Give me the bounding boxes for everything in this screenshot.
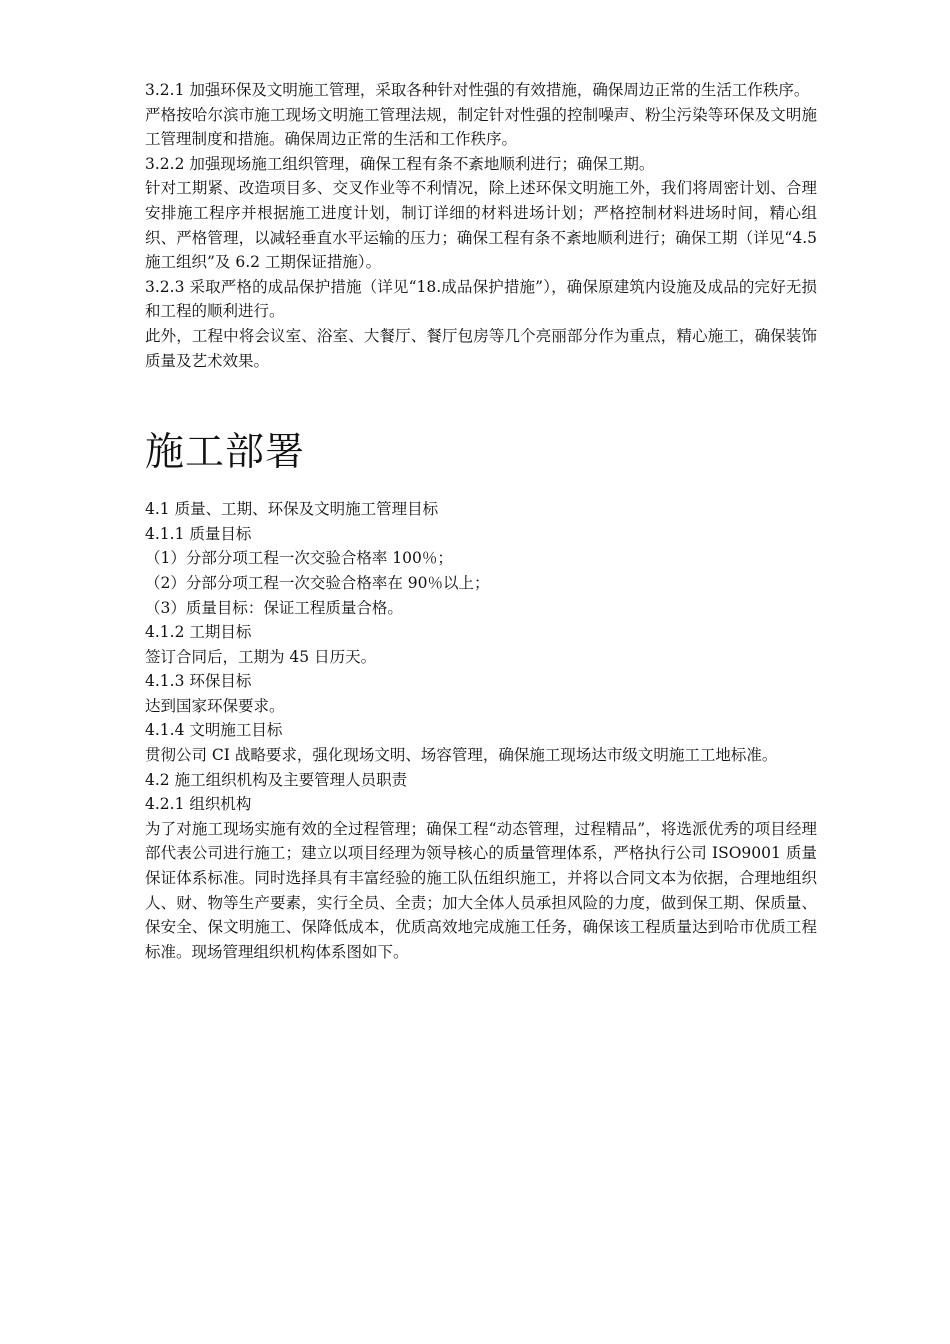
line-civilized-target: 贯彻公司 CI 战略要求，强化现场文明、场容管理，确保施工现场达市级文明施工工地标准。	[145, 746, 778, 765]
line-4-2-1: 4.2.1 组织机构	[145, 795, 252, 814]
line-quality-item-2: （2）分部分项工程一次交验合格率在 90％以上；	[145, 573, 490, 592]
paragraph-environmental-regulations: 严格按哈尔滨市施工现场文明施工管理法规，制定针对性强的控制噪声、粉尘污染等环保及文明施工管理制度和措施。确保周边正常的生活和工作秩序。	[145, 105, 817, 149]
line-environmental-target: 达到国家环保要求。	[145, 696, 285, 715]
line-4-1-4: 4.1.4 文明施工目标	[145, 721, 283, 740]
document-page	[145, 78, 817, 964]
paragraph-schedule-measures: 针对工期紧、改造项目多、交叉作业等不利情况，除上述环保文明施工外，我们将周密计划、合理安排施工程序并根据施工进度计划，制订详细的材料进场计划；严格控制材料进场时间，精心组织、严格管理，以减轻垂直水平运输的压力；确保工程有条不紊地顺利进行；确保工期（详见“4.5 施工组织”及 6.2 工期保证措施）。	[145, 179, 817, 272]
line-4-1: 4.1 质量、工期、环保及文明施工管理目标	[145, 500, 439, 519]
paragraph-3-2-3: 3.2.3 采取严格的成品保护措施（详见“18.成品保护措施”），确保原建筑内设施及成品的完好无损和工程的顺利进行。	[145, 277, 817, 321]
paragraph-3-2-2: 3.2.2 加强现场施工组织管理，确保工程有条不紊地顺利进行；确保工期。	[145, 154, 655, 173]
line-quality-item-3: （3）质量目标：保证工程质量合格。	[145, 598, 403, 617]
line-quality-item-1: （1）分部分项工程一次交验合格率 100％；	[145, 549, 453, 568]
paragraph-key-areas: 此外，工程中将会议室、浴室、大餐厅、餐厅包房等几个亮丽部分作为重点，精心施工，确保装饰质量及艺术效果。	[145, 326, 817, 370]
section-heading: 施工部署	[145, 430, 306, 476]
paragraph-3-2-1: 3.2.1 加强环保及文明施工管理，采取各种针对性强的有效措施，确保周边正常的生活工作秩序。	[145, 81, 810, 99]
line-4-1-3: 4.1.3 环保目标	[145, 672, 252, 691]
line-4-2: 4.2 施工组织机构及主要管理人员职责	[145, 770, 408, 789]
line-4-1-2: 4.1.2 工期目标	[145, 623, 252, 642]
line-schedule-target: 签订合同后，工期为 45 日历天。	[145, 647, 377, 666]
paragraph-organization: 为了对施工现场实施有效的全过程管理；确保工程“动态管理，过程精品”，将选派优秀的项目经理部代表公司进行施工；建立以项目经理为领导核心的质量管理体系，严格执行公司 ISO9001 质量保证体系标准。同时选择具有丰富经验的施工队伍组织施工，并将以合同文本为依据，合理地组织人、财、物等生产要素，实行全员、全责；加大全体人员承担风险的力度，做到保工期、保质量、保安全、保文明施工、保降低成本，优质高效地完成施工任务，确保该工程质量达到哈市优质工程标准。现场管理组织机构体系图如下。	[145, 819, 817, 961]
line-4-1-1: 4.1.1 质量目标	[145, 524, 252, 543]
